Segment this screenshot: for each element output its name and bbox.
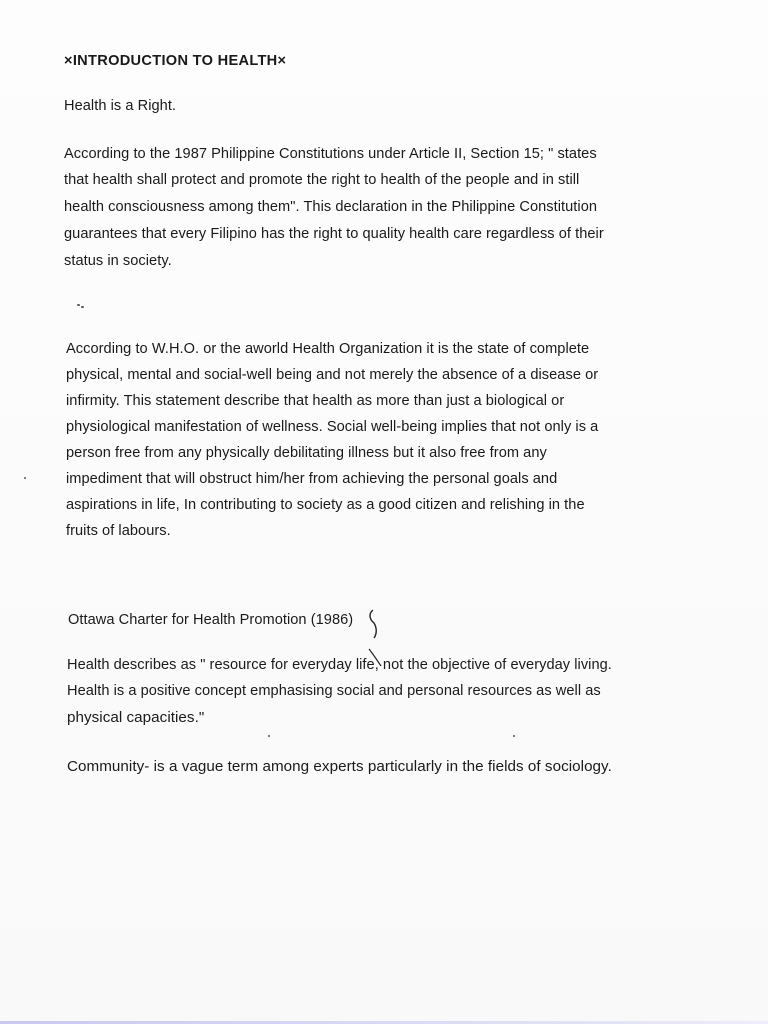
- scan-speck: [513, 735, 515, 737]
- para1-line-3: health consciousness among them". This declaration in the Philippine Constitution: [64, 199, 598, 215]
- scan-speck: [81, 306, 84, 308]
- para3-line-3: physical capacities.": [67, 709, 205, 726]
- para2-line-8: fruits of labours.: [66, 523, 171, 539]
- para2-line-6: impediment that will obstruct him/her from achieving the personal goals and: [66, 471, 558, 487]
- document-title: ×INTRODUCTION TO HEALTH×: [64, 53, 287, 69]
- para2-line-2: physical, mental and social-well being and not merely the absence of a disease or: [66, 367, 599, 383]
- scan-speck: [24, 477, 26, 479]
- para2-line-4: physiological manifestation of wellness. Social well-being implies that not only is a: [66, 419, 599, 435]
- para1-line-5: status in society.: [64, 253, 172, 269]
- scan-speck: [77, 304, 80, 306]
- para3-line-2: Health is a positive concept emphasising social and personal resources as well as: [67, 683, 601, 699]
- para2-line-3: infirmity. This statement describe that health as more than just a biological or: [66, 393, 565, 409]
- scan-speck: [268, 735, 270, 737]
- heading-health-is-a-right: Health is a Right.: [64, 98, 177, 114]
- para2-line-5: person free from any physically debilitating illness but it also free from any: [66, 445, 547, 461]
- para1-line-1: According to the 1987 Philippine Constitutions under Article II, Section 15; " states: [64, 146, 597, 162]
- para1-line-2: that health shall protect and promote the right to health of the people and in still: [64, 172, 580, 188]
- para2-line-7: aspirations in life, In contributing to society as a good citizen and relishing in the: [66, 497, 585, 513]
- para1-line-4: guarantees that every Filipino has the right to quality health care regardless of their: [64, 226, 604, 242]
- para3-line-1: Health describes as " resource for everyday life, not the objective of everyday living.: [67, 657, 612, 673]
- para2-line-1: According to W.H.O. or the aworld Health Organization it is the state of complete: [66, 341, 590, 357]
- heading-ottawa-charter: Ottawa Charter for Health Promotion (1986): [68, 612, 354, 628]
- para4-community: Community- is a vague term among experts particularly in the fields of sociology.: [67, 758, 612, 775]
